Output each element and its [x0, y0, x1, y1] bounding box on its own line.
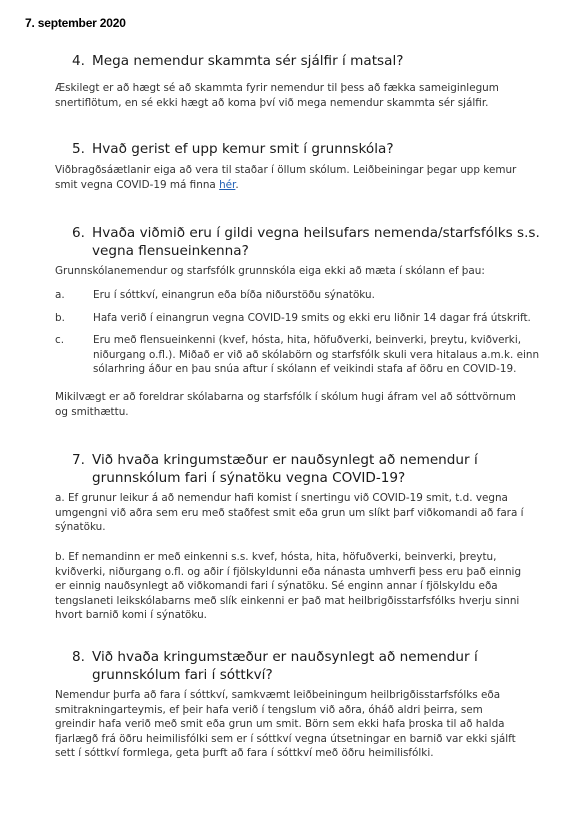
- question-4-answer: Æskilegt er að hægt sé að skammta fyrir nemendur til þess að fækka sameiginlegum snertiflötum, en sé ekki hægt að koma því við mega nemendur skammta sér sjálfir.: [55, 82, 499, 109]
- question-8-number: 8.: [72, 649, 85, 665]
- question-5-title: Hvað gerist ef upp kemur smit í grunnskóla?: [92, 141, 394, 157]
- question-4-title: Mega nemendur skammta sér sjálfir í matsal?: [92, 53, 404, 69]
- question-6-title: Hvaða viðmið eru í gildi vegna heilsufars nemenda/starfsfólks s.s. vegna flensueinkenna?: [92, 225, 540, 259]
- question-7-paragraph-a: a. Ef grunur leikur á að nemendur hafi komist í snertingu við COVID-19 smit, t.d. vegna umgengni við aðra sem eru með staðfest smit eða grun um slíkt þarf viðkomandi að fara í sýnatöku.: [55, 492, 524, 534]
- question-4-number: 4.: [72, 53, 85, 69]
- list-item-label: a.: [55, 289, 65, 301]
- list-item: [55, 311, 563, 326]
- question-6-closing: Mikilvægt er að foreldrar skólabarna og starfsfólk í skólum hugi áfram vel að sóttvörnum og smithættu.: [55, 391, 516, 418]
- question-5-answer-end: .: [235, 178, 239, 191]
- question-7-title: Við hvaða kringumstæður er nauðsynlegt að nemendur í grunnskólum fari í sýnatöku vegna COVID-19?: [92, 452, 478, 486]
- question-7-paragraph-b: b. Ef nemandinn er með einkenni s.s. kvef, hósta, hita, höfuðverki, beinverki, þreytu, kviðverki, niðurgang o.fl. og aðir í fjölskyldunni eða nánasta umhverfi þess eru það einnig er einnig nauðsynlegt að viðkomandi fari í sýnatöku. Sé enginn annar í fjölskyldu eða tengslaneti leikskólabarns með slík einkenni er það mat heilbrigðisstarfsfólks hverju sinni hvort barnið komi í sýnatöku.: [55, 551, 522, 622]
- question-6-intro: Grunnskólanemendur og starfsfólk grunnskóla eiga ekki að mæta í skólann ef þau:: [55, 265, 485, 277]
- list-item-text: Hafa verið í einangrun vegna COVID-19 smits og ekki eru liðnir 14 dagar frá útskrift.: [93, 312, 531, 324]
- question-7-heading: [72, 451, 542, 487]
- list-item-label: b.: [55, 312, 65, 324]
- question-5-number: 5.: [72, 141, 85, 157]
- document-date: 7. september 2020: [25, 16, 126, 30]
- question-8-heading: [72, 648, 542, 684]
- question-6-number: 6.: [72, 225, 85, 241]
- question-6-heading: [72, 224, 542, 260]
- question-5-answer: [55, 163, 525, 192]
- list-item-text: Eru með flensueinkenni (kvef, hósta, hita, höfuðverki, beinverki, þreytu, kviðverki, niðurgang o.fl.). Miðað er við að skólabörn og starfsfólk skuli vera hitalaus a.m.k. einn sólarhring áður en þau snúa aftur í skólann ef veikindi stafa af öðru en COVID-19.: [93, 334, 540, 376]
- question-4-heading: [72, 52, 542, 70]
- question-8-title: Við hvaða kringumstæður er nauðsynlegt að nemendur í grunnskólum fari í sóttkví?: [92, 649, 478, 683]
- question-5-answer-text: Viðbragðsáætlanir eiga að vera til staðar í öllum skólum. Leiðbeiningar þegar upp kemur smit vegna COVID-19 má finna: [55, 164, 517, 191]
- list-item: [55, 288, 563, 303]
- list-item: [55, 333, 563, 377]
- question-5-heading: [72, 140, 542, 158]
- guidelines-link[interactable]: hér: [219, 178, 236, 191]
- list-item-label: c.: [55, 334, 65, 346]
- list-item-text: Eru í sóttkví, einangrun eða bíða niðurstöðu sýnatöku.: [93, 289, 375, 301]
- question-8-answer: Nemendur þurfa að fara í sóttkví, samkvæmt leiðbeiningum heilbrigðisstarfsfólks eða smitrakningarteymis, ef þeir hafa verið í tengslum við aðra, óháð aldri þeirra, sem greindir hafa verið með smit eða grun um smit. Börn sem ekki hafa þroska til að halda fjarlægð frá öðru heimilisfólki sem er í sóttkví vegna útsetningar en barnið var ekki sjálft sett í sóttkví formlega, geta þurft að fara í sóttkví með öðru heimilisfólki.: [55, 689, 516, 760]
- question-7-number: 7.: [72, 452, 85, 468]
